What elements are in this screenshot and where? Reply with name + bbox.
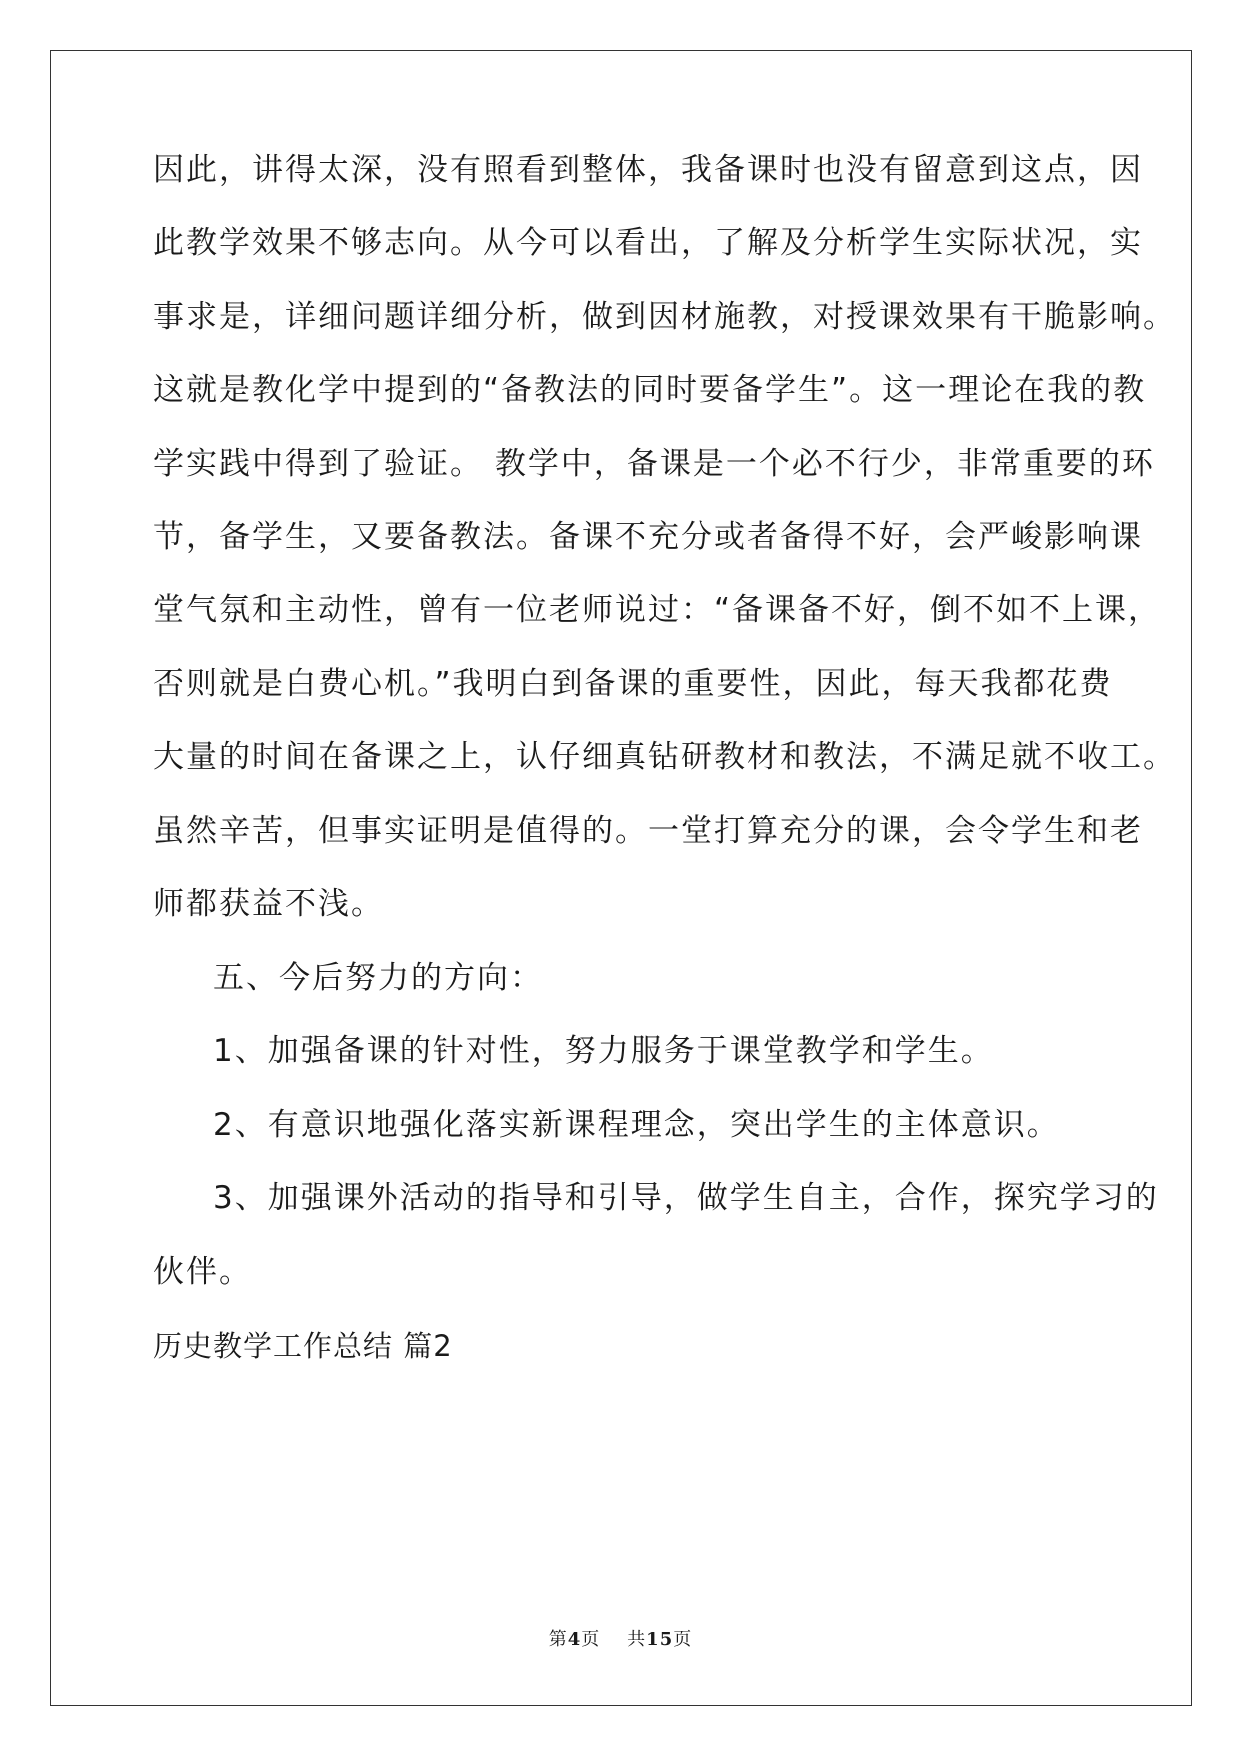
body-line: 大量的时间在备课之上，认仔细真钻研教材和教法，不满足就不收工。	[153, 739, 1176, 775]
footer-prefix: 第	[548, 1629, 568, 1650]
body-line: 因此，讲得太深，没有照看到整体，我备课时也没有留意到这点，因	[153, 152, 1143, 188]
list-item: 3、加强课外活动的指导和引导，做学生自主，合作，探究学习的	[213, 1180, 1159, 1216]
body-line: 虽然辛苦，但事实证明是值得的。一堂打算充分的课，会令学生和老	[153, 813, 1143, 849]
body-line: 节，备学生，又要备教法。备课不充分或者备得不好，会严峻影响课	[153, 519, 1143, 555]
footer-page-suffix: 页	[581, 1629, 601, 1650]
body-line: 堂气氛和主动性，曾有一位老师说过：“备课备不好，倒不如不上课，	[153, 592, 1162, 628]
body-line: 师都获益不浅。	[153, 886, 384, 922]
list-item-continuation: 伙伴。	[153, 1254, 252, 1290]
list-item: 1、加强备课的针对性，努力服务于课堂教学和学生。	[213, 1033, 994, 1069]
current-page-number: 4	[567, 1629, 582, 1650]
next-section-title: 历史教学工作总结 篇2	[153, 1329, 453, 1363]
body-line: 事求是，详细问题详细分析，做到因材施教，对授课效果有干脆影响。	[153, 299, 1176, 335]
section-heading: 五、今后努力的方向：	[213, 960, 543, 996]
body-line: 这就是教化学中提到的“备教法的同时要备学生”。这一理论在我的教	[153, 372, 1147, 408]
total-pages-number: 15	[646, 1629, 674, 1650]
list-item: 2、有意识地强化落实新课程理念，突出学生的主体意识。	[213, 1107, 1060, 1143]
footer-total-suffix: 页	[673, 1629, 693, 1650]
footer-total-prefix: 共	[627, 1629, 647, 1650]
page-footer	[0, 1628, 1241, 1652]
body-line: 此教学效果不够志向。从今可以看出，了解及分析学生实际状况，实	[153, 225, 1143, 261]
body-line: 学实践中得到了验证。 教学中，备课是一个必不行少，非常重要的环	[153, 446, 1155, 482]
body-line: 否则就是白费心机。”我明白到备课的重要性，因此，每天我都花费	[153, 666, 1113, 702]
